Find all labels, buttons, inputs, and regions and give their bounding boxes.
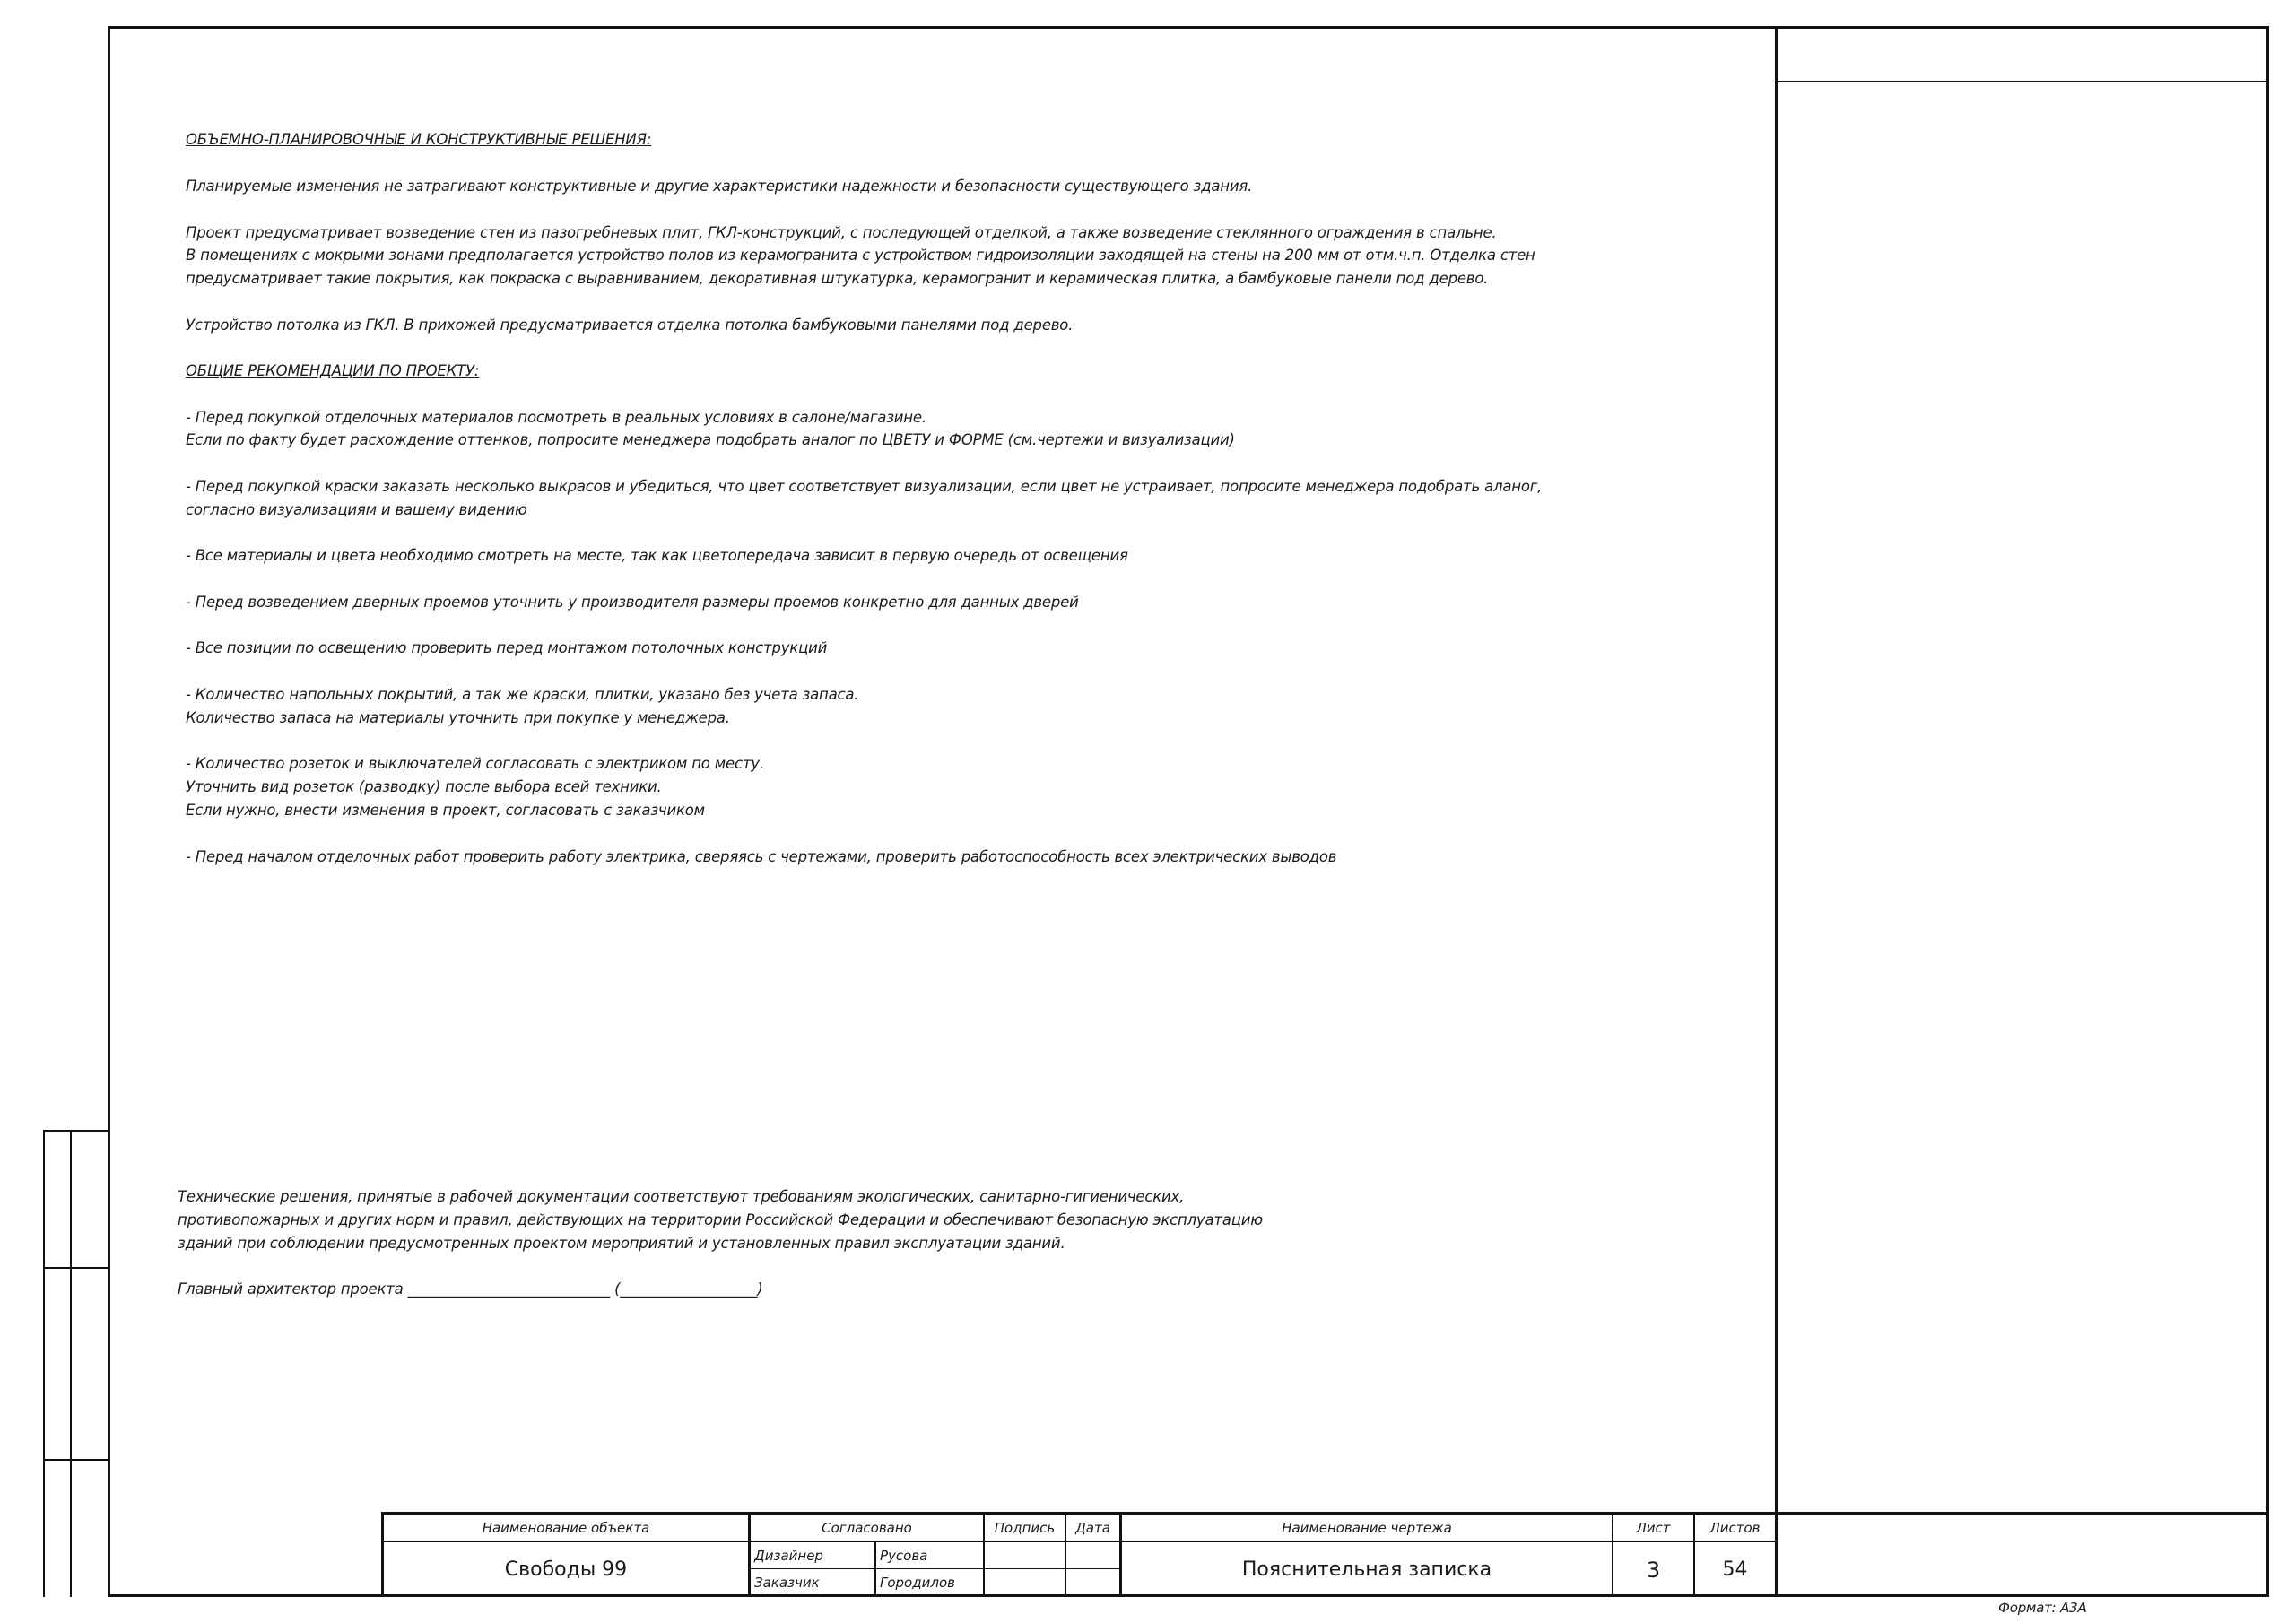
binding-strip-row-line-1	[43, 1267, 110, 1269]
designer-role: Дизайнер	[754, 1547, 823, 1564]
recommendation-4: - Перед возведением дверных проемов уточнить у производителя размеры проемов конкретно для данных дверей	[186, 594, 1079, 611]
recommendation-7-line-2: Уточнить вид розеток (разводку) после выбора всей техники.	[186, 778, 662, 795]
binding-strip	[43, 1130, 110, 1597]
recommendation-7-line-1: - Количество розеток и выключателей согласовать с электриком по месту.	[186, 755, 764, 772]
recommendation-1-line-1: - Перед покупкой отделочных материалов посмотреть в реальных условиях в салоне/магазине.	[186, 409, 926, 426]
customer-role: Заказчик	[754, 1575, 820, 1591]
sheets-total-value: 54	[1722, 1558, 1748, 1581]
recommendation-7-line-3: Если нужно, внести изменения в проект, согласовать с заказчиком	[186, 802, 705, 819]
structure-paragraph-2-line-3: предусматривает такие покрытия, как покраска с выравниванием, декоративная штукатурка, керамогранит и керамическая плитка, а бамбуковые панели под дерево.	[186, 270, 1489, 287]
recommendation-6-line-1: - Количество напольных покрытий, а так же краски, плитки, указано без учета запаса.	[186, 686, 859, 703]
recommendation-1-line-2: Если по факту будет расхождение оттенков, попросите менеджера подобрать аналог по ЦВЕТУ и ФОРМЕ (см.чертежи и визуализации)	[186, 431, 1235, 448]
sheet-value: 3	[1646, 1557, 1661, 1583]
structure-heading: ОБЪЕМНО-ПЛАНИРОВОЧНЫЕ И КОНСТРУКТИВНЫЕ РЕШЕНИЯ:	[186, 131, 652, 148]
sheets-total-header: Листов	[1709, 1519, 1761, 1536]
right-panel-divider	[1775, 26, 1778, 1597]
structure-paragraph-2-line-2: В помещениях с мокрыми зонами предполагается устройство полов из керамогранита с устройством гидроизоляции заходящей на стены на 200 мм от отм.ч.п. Отделка стен	[186, 247, 1535, 264]
binding-strip-row-line-2	[43, 1459, 110, 1461]
object-name-header: Наименование объекта	[482, 1519, 650, 1536]
recommendation-3: - Все материалы и цвета необходимо смотреть на месте, так как цветопередача зависит в первую очередь от освещения	[186, 547, 1128, 564]
certification-line-1: Технические решения, принятые в рабочей документации соответствуют требованиям экологических, санитарно-гигиенических,	[178, 1188, 1185, 1205]
structure-paragraph-3: Устройство потолка из ГКЛ. В прихожей предусматривается отделка потолка бамбуковыми панелями под дерево.	[186, 317, 1074, 334]
right-panel-top-line	[1775, 81, 2269, 82]
structure-paragraph-1: Планируемые изменения не затрагивают конструктивные и другие характеристики надежности и безопасности существующего здания.	[186, 178, 1253, 195]
recommendation-2-line-2: согласно визуализациям и вашему видению	[186, 501, 527, 518]
recommendation-2-line-1: - Перед покупкой краски заказать несколько выкрасов и убедиться, что цвет соответствует визуализации, если цвет не устраивает, попросите менеджера подобрать аланог,	[186, 478, 1543, 495]
certification-line-3: зданий при соблюдении предусмотренных проектом мероприятий и установленных правил эксплуатации зданий.	[178, 1235, 1065, 1252]
format-label: Формат: А3А	[1998, 1600, 2087, 1616]
binding-strip-inner-line	[70, 1130, 72, 1597]
recommendation-5: - Все позиции по освещению проверить перед монтажом потолочных конструкций	[186, 639, 828, 656]
recommendation-8: - Перед началом отделочных работ проверить работу электрика, сверяясь с чертежами, проверить работоспособность всех электрических выводов	[186, 848, 1337, 865]
agreed-header: Согласовано	[822, 1519, 912, 1536]
structure-paragraph-2-line-1: Проект предусматривает возведение стен из пазогребневых плит, ГКЛ-конструкций, с последующей отделкой, а также возведение стеклянного ограждения в спальне.	[186, 224, 1497, 241]
designer-name: Русова	[880, 1547, 928, 1564]
date-header: Дата	[1075, 1519, 1110, 1536]
sheet-header: Лист	[1636, 1519, 1671, 1536]
object-name-value: Свободы 99	[504, 1558, 628, 1581]
recommendation-6-line-2: Количество запаса на материалы уточнить при покупке у менеджера.	[186, 709, 730, 726]
recommendations-heading: ОБЩИЕ РЕКОМЕНДАЦИИ ПО ПРОЕКТУ:	[186, 362, 480, 379]
chief-architect-signature: Главный архитектор проекта ____________________________ (___________________)	[178, 1280, 763, 1298]
drawing-name-value: Пояснительная записка	[1241, 1558, 1492, 1581]
customer-name: Городилов	[880, 1575, 955, 1591]
signature-header: Подпись	[994, 1519, 1056, 1536]
certification-line-2: противопожарных и других норм и правил, действующих на территории Российской Федерации и обеспечивают безопасную эксплуатацию	[178, 1211, 1263, 1228]
drawing-name-header: Наименование чертежа	[1282, 1519, 1452, 1536]
